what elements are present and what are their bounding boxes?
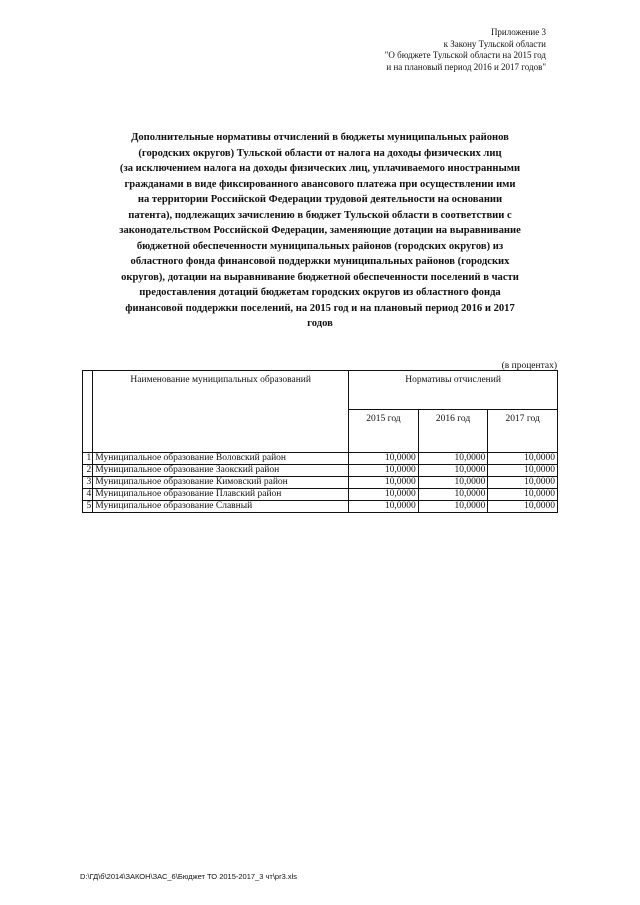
row-number: 4 xyxy=(83,489,93,501)
value-2015: 10,0000 xyxy=(349,453,419,465)
title-line: Дополнительные нормативы отчислений в бюджеты муниципальных районов xyxy=(131,132,509,143)
table-row xyxy=(83,501,558,513)
municipality-name: Муниципальное образование Плавский район xyxy=(93,489,349,501)
value-2016: 10,0000 xyxy=(418,501,488,513)
title-line: годов xyxy=(307,318,333,329)
number-column-header-blank xyxy=(83,410,93,453)
municipality-name: Муниципальное образование Славный xyxy=(93,501,349,513)
value-2017: 10,0000 xyxy=(488,501,558,513)
year-header-2017: 2017 год xyxy=(488,410,558,453)
appendix-block xyxy=(286,27,546,73)
row-number: 3 xyxy=(83,477,93,489)
norms-table xyxy=(82,370,558,513)
table-row xyxy=(83,465,558,477)
value-2016: 10,0000 xyxy=(418,489,488,501)
year-header-row xyxy=(83,410,558,453)
row-number: 2 xyxy=(83,465,93,477)
appendix-line: к Закону Тульской области xyxy=(443,38,546,49)
value-2017: 10,0000 xyxy=(488,489,558,501)
appendix-line: "О бюджете Тульской области на 2015 год xyxy=(384,50,546,60)
value-2016: 10,0000 xyxy=(418,465,488,477)
value-2016: 10,0000 xyxy=(418,453,488,465)
table-row xyxy=(83,489,558,501)
municipality-name: Муниципальное образование Воловский район xyxy=(93,453,349,465)
title-line: (городских округов) Тульской области от налога на доходы физических лиц xyxy=(138,147,502,159)
name-column-header: Наименование муниципальных образований xyxy=(93,371,349,410)
title-line: финансовой поддержки поселений, на 2015 год и на плановый период 2016 и 2017 xyxy=(125,302,515,314)
appendix-line: и на плановый период 2016 и 2017 годов" xyxy=(386,61,546,72)
value-2015: 10,0000 xyxy=(349,501,419,513)
table-header-row xyxy=(83,371,558,410)
title-line: предоставления дотаций бюджетам городских округов из областного фонда xyxy=(139,287,501,298)
title-line: бюджетной обеспеченности муниципальных районов (городских округов) из xyxy=(136,240,504,252)
units-note: (в процентах) xyxy=(501,361,557,371)
value-2016: 10,0000 xyxy=(418,477,488,489)
title-line: законодательством Российской Федерации, заменяющие дотации на выравнивание xyxy=(119,225,521,236)
year-header-2015: 2015 год xyxy=(349,410,419,453)
value-2015: 10,0000 xyxy=(349,465,419,477)
title-line: (за исключением налога на доходы физических лиц, уплачиваемого иностранными xyxy=(119,163,521,174)
value-2015: 10,0000 xyxy=(349,489,419,501)
name-column-header-blank xyxy=(93,410,349,453)
number-column-header xyxy=(83,371,93,410)
appendix-line: Приложение 3 xyxy=(490,27,546,37)
value-2017: 10,0000 xyxy=(488,453,558,465)
title-line: на территории Российской Федерации трудовой деятельности на основании xyxy=(137,194,503,205)
value-2017: 10,0000 xyxy=(488,465,558,477)
year-header-2016: 2016 год xyxy=(418,410,488,453)
title-line: областного фонда финансовой поддержки муниципальных районов (городских xyxy=(130,256,510,267)
value-2015: 10,0000 xyxy=(349,477,419,489)
document-title xyxy=(70,130,570,332)
value-2017: 10,0000 xyxy=(488,477,558,489)
norms-column-header: Нормативы отчислений xyxy=(349,371,558,410)
row-number: 5 xyxy=(83,501,93,513)
title-line: патента), подлежащих зачислению в бюджет Тульской области в соответствии с xyxy=(128,209,512,221)
table-row xyxy=(83,477,558,489)
municipality-name: Муниципальное образование Кимовский район xyxy=(93,477,349,489)
row-number: 1 xyxy=(83,453,93,465)
title-line: гражданами в виде фиксированного авансового платежа при осуществлении ими xyxy=(124,178,516,190)
file-path-footer: D:\ГД\б\2014\ЗАКОН\ЗАС_6\Бюджет ТО 2015-2017_3 чт\pr3.xls xyxy=(80,872,298,881)
table-row xyxy=(83,453,558,465)
municipality-name: Муниципальное образование Заокский район xyxy=(93,465,349,477)
title-line: округов), дотации на выравнивание бюджетной обеспеченности поселений в части xyxy=(121,271,519,283)
